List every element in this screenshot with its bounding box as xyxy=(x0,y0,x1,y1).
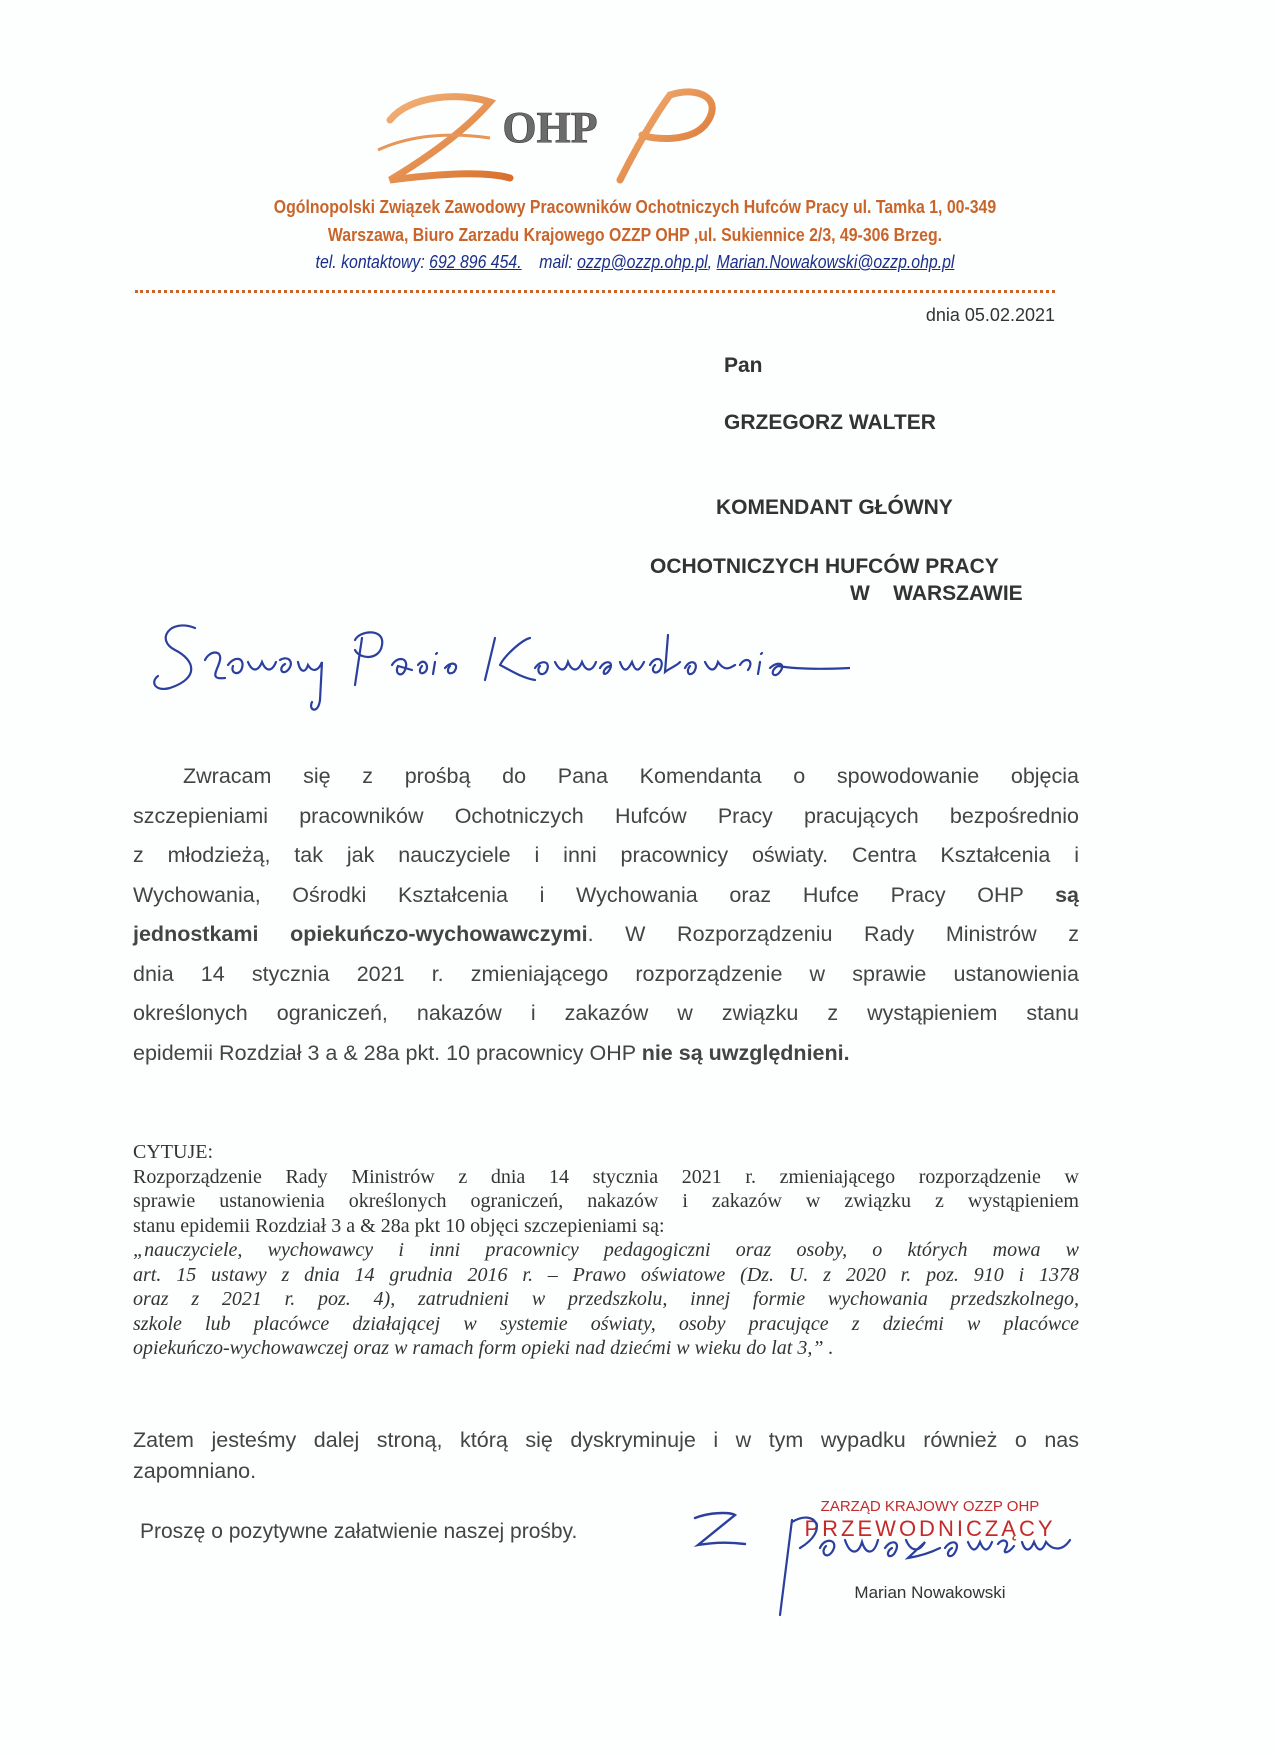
email-link-1[interactable]: ozzp@ozzp.ohp.pl xyxy=(577,252,708,272)
svg-text:Szanowny Panie Komendancie: Szanowny Panie Komendancie xyxy=(150,610,164,611)
quote-italic-line: opiekuńczo-wychowawczej oraz w ramach form opieki nad dziećmi w wieku do lat 3,” . xyxy=(133,1337,834,1359)
quote-block xyxy=(133,1140,1079,1361)
email-separator: , xyxy=(707,252,717,272)
svg-text:OHP: OHP xyxy=(502,103,598,152)
body-text: Wychowania, Ośrodki Kształcenia i Wychowania oraz Hufce Pracy OHP xyxy=(133,882,1024,907)
handwritten-z xyxy=(690,1500,760,1560)
addressee-name: GRZEGORZ WALTER xyxy=(724,411,936,434)
body-line: określonych ograniczeń, nakazów i zakazów w związku z wystąpieniem stanu xyxy=(133,1001,1079,1025)
closing-paragraph xyxy=(133,1425,1079,1487)
body-line: z młodzieżą, tak jak nauczyciele i inni pracownicy oświaty. Centra Kształcenia i xyxy=(133,843,1079,867)
quote-italic-line: szkole lub placówce działającej w systemie oświaty, osoby pracujące z dziećmi w placówce xyxy=(133,1312,1079,1335)
quote-line: Rozporządzenie Rady Ministrów z dnia 14 stycznia 2021 r. zmieniającego rozporządzenie w xyxy=(133,1165,1079,1188)
handwritten-salutation xyxy=(150,610,850,720)
closing-line: zapomniano. xyxy=(133,1459,257,1483)
addressee-org: OCHOTNICZYCH HUFCÓW PRACY xyxy=(650,555,999,578)
body-bold-text: są xyxy=(1055,882,1079,907)
stamp-line-2: PRZEWODNICZĄCY xyxy=(804,1516,1056,1541)
tel-number[interactable]: 692 896 454. xyxy=(429,252,522,272)
letter-date: dnia 05.02.2021 xyxy=(925,305,1055,325)
addressee-title: Pan xyxy=(724,354,763,377)
ohp-logo xyxy=(370,80,730,190)
body-line: szczepieniami pracowników Ochotniczych Hufców Pracy pracujących bezpośrednio xyxy=(133,803,1079,828)
body-text: epidemii Rozdział 3 a & 28a pkt. 10 pracownicy OHP xyxy=(133,1040,642,1065)
email-link-2[interactable]: Marian.Nowakowski@ozzp.ohp.pl xyxy=(716,252,955,272)
closing-line: Zatem jesteśmy dalej stroną, którą się dyskryminuje i w tym wypadku również o nas xyxy=(133,1428,1079,1452)
mail-label: mail: xyxy=(539,252,573,272)
body-paragraph xyxy=(133,757,1079,1073)
quote-line: stanu epidemii Rozdział 3 a & 28a pkt 10 objęci szczepieniami są: xyxy=(133,1214,665,1237)
addressee-role: KOMENDANT GŁÓWNY xyxy=(716,496,953,519)
body-line: dnia 14 stycznia 2021 r. zmieniającego rozporządzenie w sprawie ustanowienia xyxy=(133,961,1079,986)
quote-line: sprawie ustanowienia określonych ograniczeń, nakazów i zakazów w związku z wystąpieniem xyxy=(133,1190,1079,1212)
quote-label: CYTUJE: xyxy=(133,1141,213,1163)
body-line xyxy=(133,1034,1079,1074)
header-contact xyxy=(191,252,1080,273)
stamp-line-1: ZARZĄD KRAJOWY OZZP OHP xyxy=(820,1498,1040,1515)
body-bold-text: jednostkami opiekuńczo-wychowawczymi xyxy=(133,922,588,946)
header-divider xyxy=(135,290,1055,293)
svg-text:Poważaniem: Poważaniem xyxy=(770,1500,776,1501)
body-line xyxy=(133,876,1079,916)
handwritten-signature xyxy=(770,1500,1100,1630)
body-line xyxy=(133,915,1079,955)
quote-italic-line: „nauczyciele, wychowawcy i inni pracownicy pedagogiczni oraz osoby, o których mowa w xyxy=(133,1239,1079,1261)
closing-request: Proszę o pozytywne załatwienie naszej prośby. xyxy=(140,1520,578,1543)
body-bold-text: nie są uwzględnieni. xyxy=(641,1040,850,1065)
quote-italic-line: oraz z 2021 r. poz. 4), zatrudnieni w przedszkolu, innej formie wychowania przedszkolnego, xyxy=(133,1288,1079,1310)
quote-italic-line: art. 15 ustawy z dnia 14 grudnia 2016 r. – Prawo oświatowe (Dz. U. z 2020 r. poz. 910 i 1378 xyxy=(133,1263,1079,1286)
body-line: Zwracam się z prośbą do Pana Komendanta o spowodowanie objęcia xyxy=(183,764,1079,788)
addressee-city: W WARSZAWIE xyxy=(850,582,1023,605)
tel-label: tel. kontaktowy: xyxy=(315,252,425,272)
stamp-name: Marian Nowakowski xyxy=(854,1583,1006,1602)
header-line-2: Warszawa, Biuro Zarzadu Krajowego OZZP OHP ,ul. Sukiennice 2/3, 49-306 Brzeg. xyxy=(327,225,943,245)
header-line-1: Ogólnopolski Związek Zawodowy Pracowników Ochotniczych Hufców Pracy ul. Tamka 1, 00-349 xyxy=(273,197,997,217)
body-text: . W Rozporządzeniu Rady Ministrów z xyxy=(587,922,1079,946)
